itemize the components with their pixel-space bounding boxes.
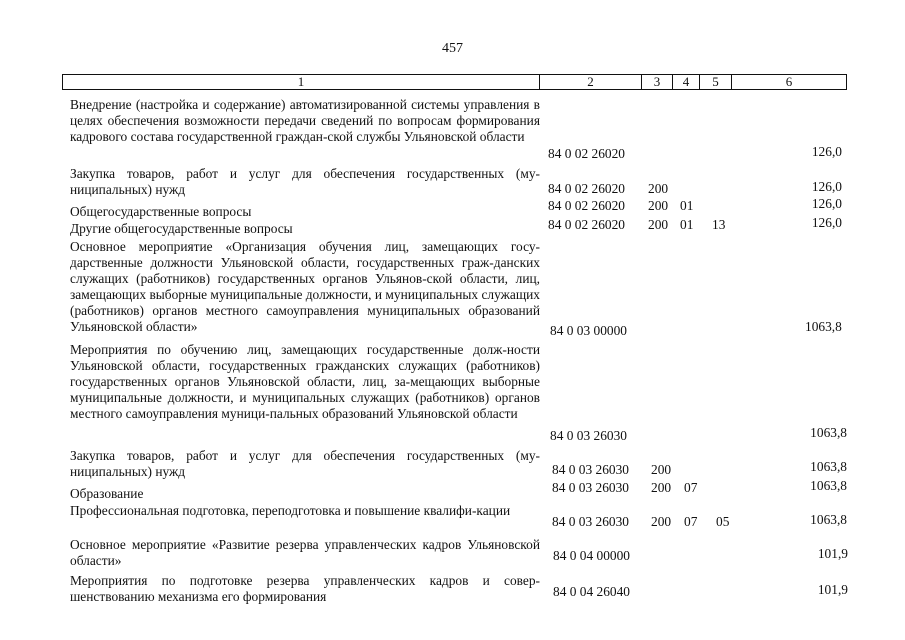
row-amount: 1063,8 <box>810 425 847 440</box>
row-section: 01 <box>680 217 694 232</box>
row-target-code: 84 0 03 26030 <box>552 514 629 529</box>
header-col-4: 4 <box>672 75 699 89</box>
header-col-1: 1 <box>297 74 305 89</box>
row-amount: 101,9 <box>817 546 848 561</box>
row-section: 07 <box>684 514 698 529</box>
row-amount: 126,0 <box>811 215 842 230</box>
row-description: Мероприятия по подготовке резерва управленческих кадров и совер-шенствованию механизма его формирования <box>70 573 540 604</box>
row-description: Основное мероприятие «Организация обучения лиц, замещающих госу-дарственные должности Ульяновской области, государственных граж-данских служащих (работников) государственных органов Ульянов-ской области, лиц, замещающих выборные муниципальные должности, и муниципальных служащих (работников) органов местного самоуправления муниципальных образований Ульяновской области» <box>70 239 540 334</box>
row-expense-type: 200 <box>651 480 672 495</box>
row-description: Закупка товаров, работ и услуг для обеспечения государственных (му-ниципальных) нужд <box>70 448 540 479</box>
header-col-2: 2 <box>539 75 641 89</box>
row-amount: 126,0 <box>811 179 842 194</box>
row-description: Общегосударственные вопросы <box>70 204 252 219</box>
row-target-code: 84 0 03 26030 <box>550 428 627 443</box>
row-amount: 126,0 <box>811 144 842 159</box>
row-amount: 1063,8 <box>810 478 847 493</box>
header-col-6: 6 <box>731 75 846 89</box>
row-target-code: 84 0 03 26030 <box>552 480 629 495</box>
row-section: 01 <box>680 198 694 213</box>
row-target-code: 84 0 03 26030 <box>552 462 629 477</box>
page-number: 457 <box>442 41 463 56</box>
row-target-code: 84 0 04 00000 <box>553 548 630 563</box>
row-target-code: 84 0 04 26040 <box>553 584 630 599</box>
header-col-5: 5 <box>699 75 731 89</box>
row-expense-type: 200 <box>648 181 669 196</box>
row-amount: 1063,8 <box>810 512 847 527</box>
row-target-code: 84 0 02 26020 <box>548 198 625 213</box>
row-amount: 1063,8 <box>810 459 847 474</box>
row-description: Профессиональная подготовка, переподготовка и повышение квалифи-кации <box>70 503 511 518</box>
row-target-code: 84 0 02 26020 <box>548 217 625 232</box>
row-expense-type: 200 <box>648 217 669 232</box>
row-section: 07 <box>684 480 698 495</box>
row-description: Образование <box>70 486 144 501</box>
row-target-code: 84 0 02 26020 <box>548 181 625 196</box>
row-description: Закупка товаров, работ и услуг для обеспечения государственных (му-ниципальных) нужд <box>70 166 540 197</box>
row-description: Основное мероприятие «Развитие резерва управленческих кадров Ульяновской области» <box>70 537 540 568</box>
row-expense-type: 200 <box>651 462 672 477</box>
header-col-3: 3 <box>641 75 672 89</box>
row-target-code: 84 0 03 00000 <box>550 323 627 338</box>
row-description: Мероприятия по обучению лиц, замещающих государственные долж-ности Ульяновской области, государственных гражданских служащих (работников) государственных органов Ульяновской области, лиц, за-мещающих выборные муниципальные должности, и муниципальных служащих (работников) органов местного самоуправления муници-пальных образований Ульяновской области <box>70 342 540 421</box>
row-target-code: 84 0 02 26020 <box>548 146 625 161</box>
row-amount: 126,0 <box>811 196 842 211</box>
table-header <box>62 74 847 90</box>
row-description: Другие общегосударственные вопросы <box>70 221 293 236</box>
row-subsection: 05 <box>716 514 730 529</box>
row-description: Внедрение (настройка и содержание) автоматизированной системы управления в целях обеспечения возможности передачи сведений по вопросам формирования кадрового состава государственной граждан-ской службы Ульяновской области <box>70 97 540 144</box>
row-expense-type: 200 <box>651 514 672 529</box>
row-amount: 1063,8 <box>805 319 842 334</box>
row-amount: 101,9 <box>817 582 848 597</box>
row-expense-type: 200 <box>648 198 669 213</box>
row-subsection: 13 <box>712 217 726 232</box>
